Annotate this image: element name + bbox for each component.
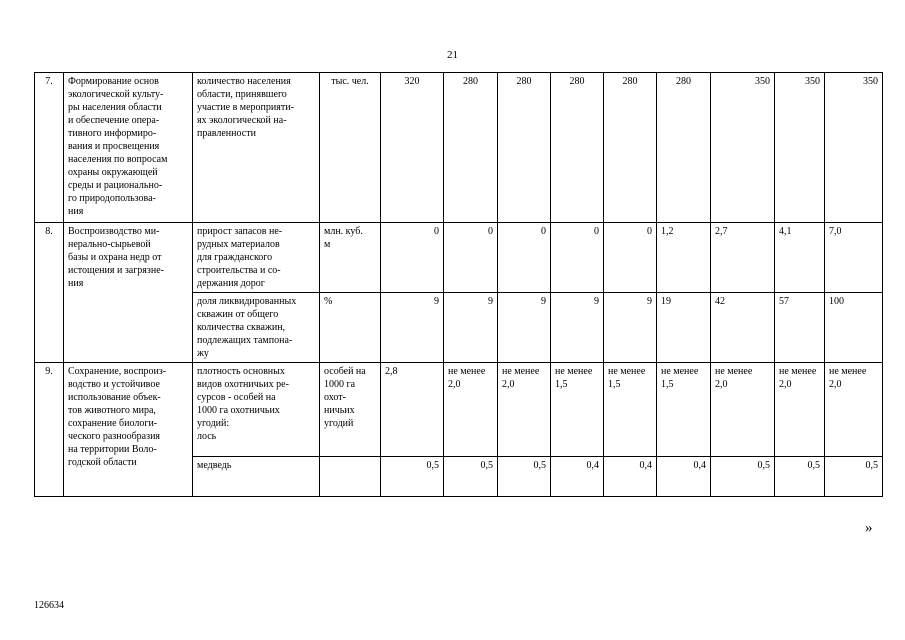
value-cell: не менее 1,5 [604,363,657,457]
indicator-name: плотность основных видов охотничьих ре- сурсов - особей на 1000 га охотничьих угодий: лось [193,363,320,457]
indicator-name: прирост запасов не- рудных материалов для гражданского строительства и со- держания дорог [193,223,320,293]
indicator-name: доля ликвидированных скважин от общего количества скважин, подлежащих тампона- жу [193,293,320,363]
document-id: 126634 [34,600,64,611]
value-cell: 280 [657,73,711,223]
value-cell: 9 [444,293,498,363]
unit-cell [320,457,381,497]
goal-cell: Воспроизводство ми- нерально-сырьевой базы и охрана недр от истощения и загрязне- ния [64,223,193,363]
row-number: 7. [35,73,64,223]
value-cell: не менее 1,5 [657,363,711,457]
value-cell: 9 [551,293,604,363]
value-cell: 19 [657,293,711,363]
value-cell: 0 [551,223,604,293]
value-cell: 280 [444,73,498,223]
value-cell: не менее 1,5 [551,363,604,457]
indicator-name: количество населения области, принявшего участие в мероприяти- ях экологической на- правленности [193,73,320,223]
value-cell: не менее 2,0 [775,363,825,457]
unit-cell: млн. куб. м [320,223,381,293]
value-cell: 42 [711,293,775,363]
value-cell: 0,5 [498,457,551,497]
value-cell: 0,4 [657,457,711,497]
value-cell: 57 [775,293,825,363]
value-cell: 2,7 [711,223,775,293]
value-cell: не менее 2,0 [825,363,883,457]
value-cell: 0 [444,223,498,293]
value-cell: 0,5 [825,457,883,497]
value-cell: 2,8 [381,363,444,457]
row-number: 9. [35,363,64,497]
value-cell: 4,1 [775,223,825,293]
value-cell: 350 [825,73,883,223]
value-cell: 0,5 [775,457,825,497]
value-cell: 9 [498,293,551,363]
value-cell: 280 [604,73,657,223]
value-cell: 1,2 [657,223,711,293]
goal-cell: Сохранение, воспроиз- водство и устойчивое использование объек- тов животного мира, сохранение биологи- ческого разнообразия на территории Воло- годской области [64,363,193,497]
value-cell: 0,5 [381,457,444,497]
table-row [35,363,883,457]
value-cell: 9 [604,293,657,363]
value-cell: 0,4 [604,457,657,497]
value-cell: 7,0 [825,223,883,293]
value-cell: 350 [711,73,775,223]
table-row [35,73,883,223]
value-cell: 280 [551,73,604,223]
value-cell: 320 [381,73,444,223]
unit-cell: тыс. чел. [320,73,381,223]
value-cell: не менее 2,0 [711,363,775,457]
indicators-table [34,72,883,497]
indicator-name: медведь [193,457,320,497]
value-cell: не менее 2,0 [498,363,551,457]
value-cell: 0 [604,223,657,293]
continuation-mark: » [865,520,873,536]
value-cell: 0,5 [711,457,775,497]
value-cell: не менее 2,0 [444,363,498,457]
table-row [35,223,883,293]
row-number: 8. [35,223,64,363]
value-cell: 100 [825,293,883,363]
value-cell: 0,5 [444,457,498,497]
value-cell: 350 [775,73,825,223]
value-cell: 0,4 [551,457,604,497]
goal-cell: Формирование основ экологической культу- ры населения области и обеспечение опера- тивного информиро- вания и просвещения населения по вопросам охраны окружающей среды и рационально- го природопользова- ния [64,73,193,223]
unit-cell: % [320,293,381,363]
page-number: 21 [447,49,458,61]
value-cell: 280 [498,73,551,223]
value-cell: 0 [498,223,551,293]
unit-cell: особей на 1000 га охот- ничьих угодий [320,363,381,457]
value-cell: 0 [381,223,444,293]
value-cell: 9 [381,293,444,363]
